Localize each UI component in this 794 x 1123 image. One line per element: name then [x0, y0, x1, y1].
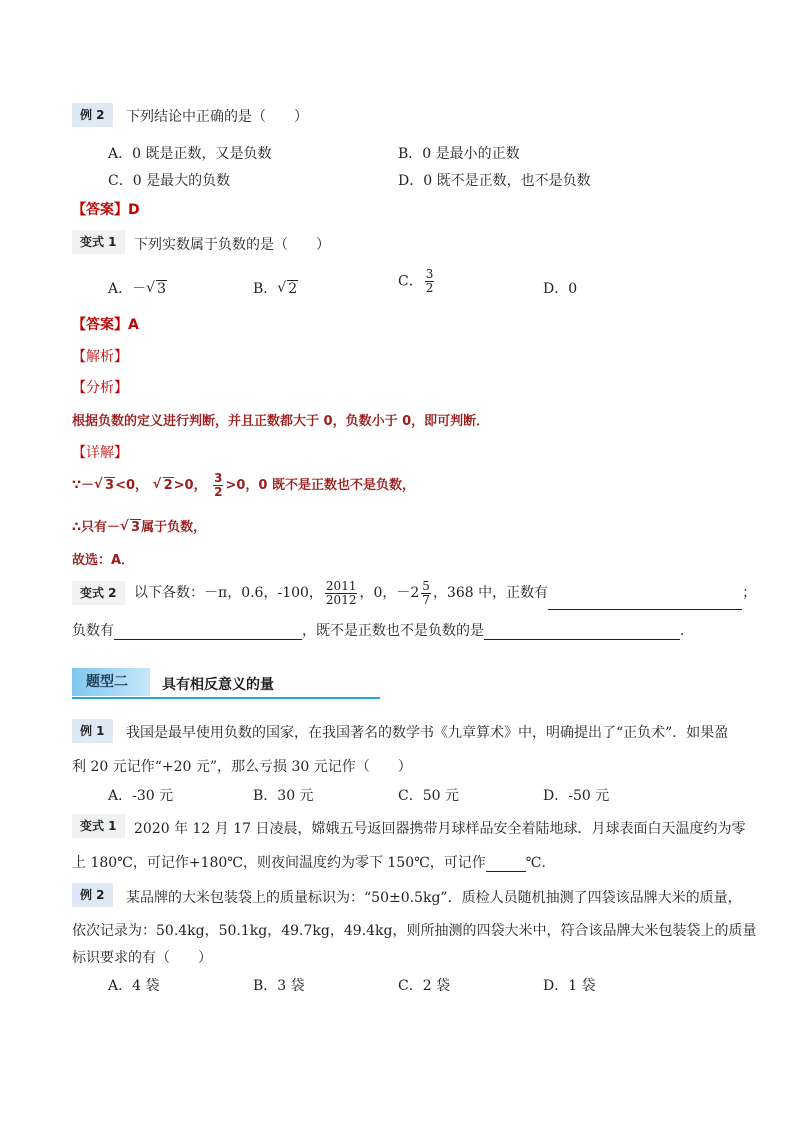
analysis-heading: 【解析】 [72, 349, 128, 365]
option-d: D．-50 元 [543, 788, 610, 804]
variant-tag: 变式 1 [72, 814, 125, 838]
detail-text: 属于负数， [141, 520, 207, 535]
denominator: 2012 [325, 592, 357, 607]
option-a [108, 278, 167, 298]
answer-label: 【答案】 [72, 202, 128, 218]
option-d: D．0 [543, 281, 578, 297]
option-b: B．3 袋 [253, 978, 305, 994]
stem-text: ，368 中，正数有 [432, 585, 549, 601]
section-title: 具有相反意义的量 [162, 677, 274, 693]
answer-value: A [128, 317, 139, 333]
detail-line-2 [72, 516, 206, 535]
fraction [213, 472, 223, 499]
numerator: 5 [422, 578, 430, 593]
option-c: C．0 是最大的负数 [108, 173, 231, 189]
option-a-prefix: A．－ [108, 281, 147, 297]
detail-line-1 [72, 472, 415, 499]
numerator: 2011 [325, 578, 357, 593]
radicand: 2 [288, 281, 298, 297]
option-b: B．30 元 [253, 788, 314, 804]
section-banner: 题型二 [72, 668, 150, 696]
option-b: B．0 是最小的正数 [398, 146, 520, 162]
detail-text: >0，0 既不是正数也不是负数， [225, 478, 415, 493]
question-line-2: 依次记录为：50.4kg，50.1kg，49.7kg，49.4kg，则所抽测的四袋大米中，符合该品牌大米包装袋上的质量 [72, 923, 757, 939]
option-c: C．50 元 [398, 788, 459, 804]
stem-text: ，既不是正数也不是负数的是 [302, 623, 484, 639]
variant-tag: 变式 1 [72, 230, 125, 254]
choose-line: 故选：A． [72, 553, 135, 568]
option-c [398, 268, 436, 295]
denominator: 2 [425, 281, 434, 295]
stem-text: ，0，－2 [359, 585, 420, 601]
fraction [425, 268, 435, 295]
fraction [421, 580, 431, 607]
analysis-text: 根据负数的定义进行判断，并且正数都大于 0，负数小于 0，即可判断． [72, 414, 490, 429]
sqrt-symbol [94, 478, 115, 493]
question-stem: 下列结论中正确的是（ ） [126, 109, 308, 125]
option-d: D．0 既不是正数，也不是负数 [398, 173, 591, 189]
example-tag: 例 1 [72, 719, 113, 743]
question-line-2: 利 20 元记作“+20 元”，那么亏损 30 元记作（ ） [72, 759, 412, 775]
question-line-1: 我国是最早使用负数的国家，在我国著名的数学书《九章算术》中，明确提出了“正负术”．如果盈 [126, 725, 729, 741]
detail-text: ∵－ [72, 478, 95, 493]
detail-text: <0， [115, 478, 149, 493]
option-a: A．-30 元 [108, 788, 174, 804]
option-a: A．0 既是正数，又是负数 [108, 146, 272, 162]
answer-value: D [128, 202, 140, 218]
detail-text: ∴只有－ [72, 520, 121, 535]
detail-text: >0， [173, 478, 207, 493]
example-tag: 例 2 [72, 883, 113, 907]
stem-text: 以下各数：－π，0.6，-100， [134, 585, 323, 601]
denominator: 7 [422, 592, 430, 607]
radicand: 2 [163, 478, 173, 493]
option-c-prefix: C． [398, 273, 423, 290]
answer-blank[interactable] [486, 857, 526, 872]
answer-blank[interactable] [484, 625, 680, 640]
numerator: 3 [425, 267, 434, 281]
question-line-3: 标识要求的有（ ） [72, 950, 212, 966]
stem-text: ． [680, 623, 694, 639]
question-line-1: 2020 年 12 月 17 日凌晨，嫦娥五号返回器携带月球样品安全着陆地球．月球表面白天温度约为零 [134, 821, 746, 837]
option-d: D．1 袋 [543, 978, 596, 994]
stem-text: ； [742, 585, 757, 601]
answer-line [72, 314, 139, 334]
variant-tag: 变式 2 [72, 581, 125, 605]
sqrt-symbol [153, 478, 174, 493]
radicand: 3 [131, 520, 141, 535]
variant-stem-line2 [72, 620, 694, 640]
answer-line [72, 199, 140, 219]
answer-label: 【答案】 [72, 317, 128, 333]
radicand: 3 [105, 478, 115, 493]
option-c: C．2 袋 [398, 978, 451, 994]
example-tag: 例 2 [72, 103, 113, 127]
detail-heading: 【详解】 [72, 445, 128, 461]
radicand: 3 [157, 281, 167, 297]
answer-blank[interactable] [114, 625, 302, 640]
stem-text: 上 180℃，可记作+180℃，则夜间温度约为零下 150℃，可记作 [72, 855, 486, 871]
stem-text: ℃． [525, 855, 556, 871]
sqrt-symbol [120, 520, 141, 535]
fraction [325, 580, 358, 607]
numerator: 3 [214, 471, 223, 485]
question-stem: 下列实数属于负数的是（ ） [134, 237, 330, 253]
question-line-2 [72, 852, 555, 872]
sqrt-symbol [277, 281, 298, 297]
option-b-prefix: B． [253, 281, 278, 297]
stem-text: 负数有 [72, 623, 114, 639]
variant-stem-line1 [134, 576, 756, 610]
question-line-1: 某品牌的大米包装袋上的质量标识为：“50±0.5kg”．质检人员随机抽测了四袋该品牌大米的质量， [126, 890, 742, 906]
analysis-subheading: 【分析】 [72, 380, 128, 396]
option-b [253, 278, 298, 298]
denominator: 2 [214, 485, 223, 499]
section-divider [72, 697, 380, 699]
answer-blank[interactable] [548, 595, 742, 610]
sqrt-symbol [146, 281, 167, 297]
option-a: A．4 袋 [108, 978, 160, 994]
